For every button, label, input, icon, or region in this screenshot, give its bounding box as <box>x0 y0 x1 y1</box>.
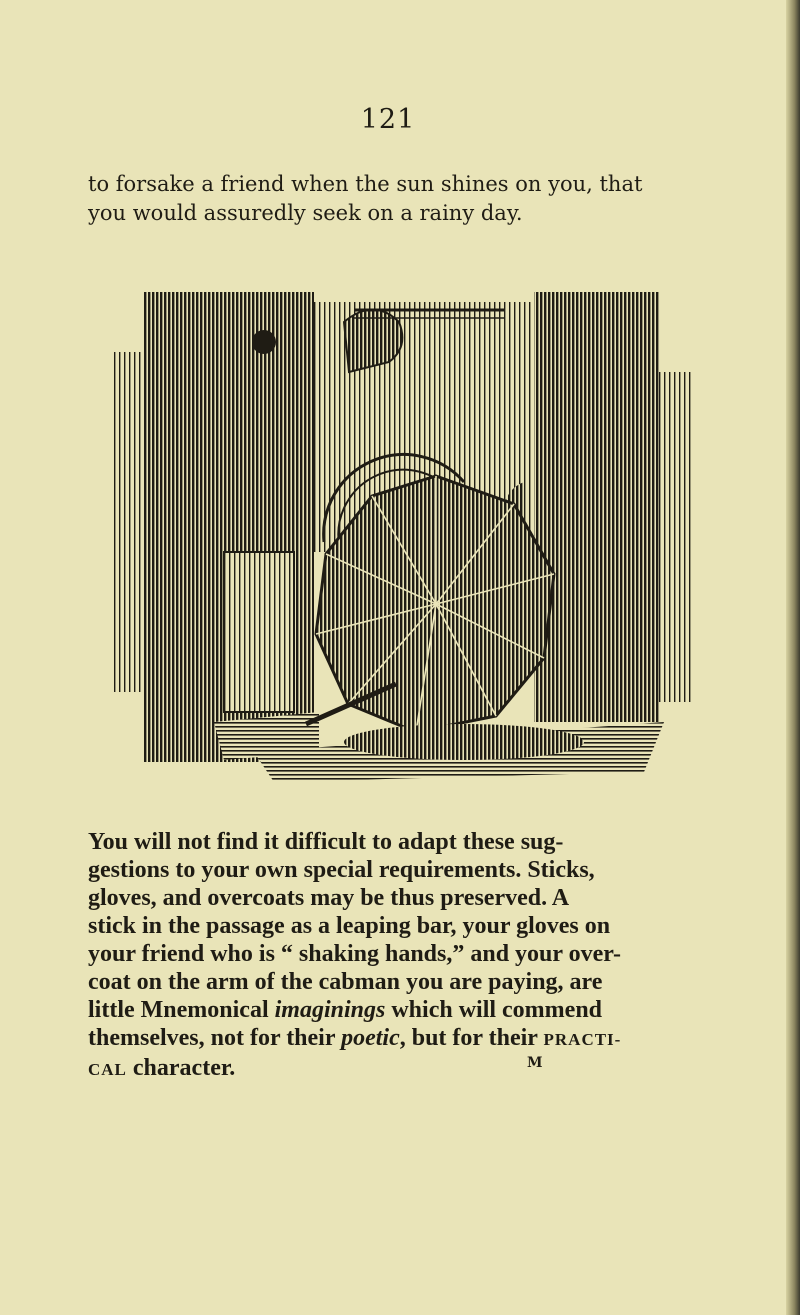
right-wall <box>659 372 694 702</box>
body-line-8-start: themselves, not for their <box>88 1025 342 1051</box>
smallcaps-cal: CAL <box>88 1060 127 1079</box>
body-line-9 <box>88 1054 743 1084</box>
intro-paragraph <box>88 170 743 228</box>
body-line-9-end: character. <box>126 1055 236 1081</box>
body-line-7-end: which will commend <box>385 997 603 1023</box>
body-line-3: gloves, and overcoats may be thus preserved. A <box>88 885 570 911</box>
emphasis-imaginings: imaginings <box>274 997 386 1023</box>
left-door-panel <box>224 552 294 712</box>
page-edge <box>786 0 800 1315</box>
body-line-1: You will not find it difficult to adapt these sug- <box>88 829 564 855</box>
page-number: 121 <box>360 104 416 135</box>
umbrella-engraving-illustration <box>104 282 704 788</box>
intro-line-1: to forsake a friend when the sun shines on you, that <box>88 172 643 196</box>
smallcaps-practi: PRACTI- <box>543 1030 622 1049</box>
door-knob <box>252 330 276 354</box>
body-line-7-start: little Mnemonical <box>88 997 275 1023</box>
left-wall <box>114 352 144 692</box>
body-paragraph <box>88 828 743 1084</box>
umbrella-shadow <box>344 724 584 760</box>
body-line-8 <box>88 1024 743 1054</box>
right-door <box>534 292 659 722</box>
emphasis-poetic: poetic <box>341 1025 400 1051</box>
body-line-4: stick in the passage as a leaping bar, your gloves on <box>88 913 611 939</box>
body-line-6: coat on the arm of the cabman you are paying, are <box>88 969 603 995</box>
body-line-7 <box>88 996 743 1024</box>
signature-mark: M <box>527 1055 543 1071</box>
body-line-2: gestions to your own special requirements. Sticks, <box>88 857 595 883</box>
body-line-8-mid: , but for their <box>399 1025 544 1051</box>
intro-line-2: you would assuredly seek on a rainy day. <box>88 201 523 225</box>
body-line-5: your friend who is “ shaking hands,” and your over- <box>88 941 622 967</box>
